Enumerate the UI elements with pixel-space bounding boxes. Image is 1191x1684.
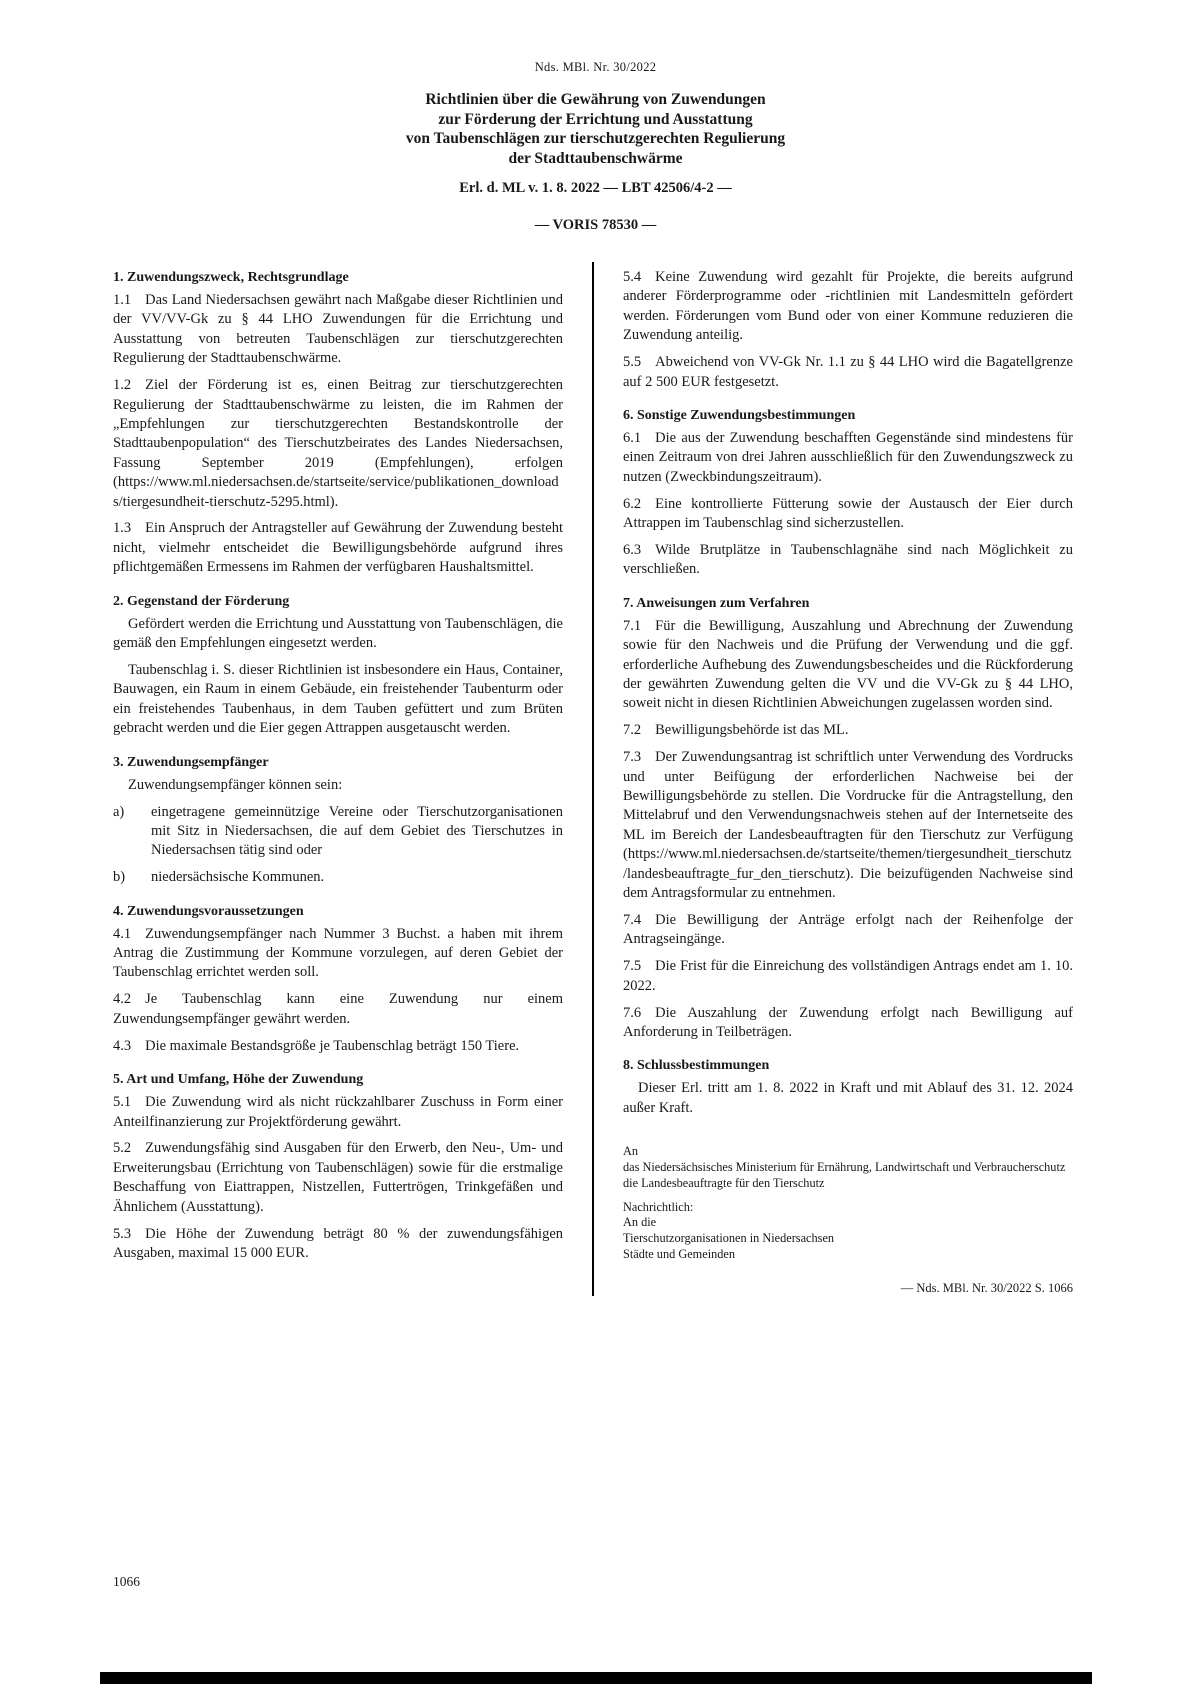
paragraph-text: Der Zuwendungsantrag ist schriftlich unter Verwendung des Vordrucks und unter Beifügung der erforderlichen Nachweise bei der Bewilligungsbehörde zu stellen. Die Vordrucke für die Antragstellung, den Mittelabruf und den Verwendungsnachweis stehen auf der Internetseite des ML im Bereich der Landesbeauftragten für den Tierschutz zur Verfügung (https://www.ml.niedersachsen.de/startseite/themen/tiergesundheit_tierschutz/landesbeauftragte_fur_den_tierschutz). Die beizufügenden Nachweise sind dem Antragsformular zu entnehmen. [623,749,1073,902]
address-line: das Niedersächsisches Ministerium für Ernährung, Landwirtschaft und Verbraucherschutz [623,1160,1066,1175]
list-item-marker: b) [113,869,126,886]
address-line: Städte und Gemeinden [623,1247,736,1261]
paragraph-number: 6.3 [623,541,642,558]
decree-line: Erl. d. ML v. 1. 8. 2022 — LBT 42506/4-2 — [459,180,732,196]
right-column [623,268,1073,1296]
numbered-paragraph [113,291,563,369]
title-line: von Taubenschlägen zur tierschutzgerechten Regulierung [405,130,786,147]
numbered-paragraph [623,1004,1073,1043]
paragraph-text: Die maximale Bestandsgröße je Taubenschlag beträgt 150 Tiere. [145,1037,520,1054]
list-item-text: niedersächsische Kommunen. [151,869,325,886]
masthead: Nds. MBl. Nr. 30/2022 [534,60,657,74]
page-number: 1066 [113,1574,140,1589]
numbered-paragraph [623,721,1073,740]
paragraph-text: Die Höhe der Zuwendung beträgt 80 % der zuwendungsfähigen Ausgaben, maximal 15 000 EUR. [113,1225,563,1261]
paragraph-number: 4.3 [113,1037,132,1054]
paragraph-number: 7.5 [623,958,642,975]
numbered-paragraph [113,1139,563,1217]
paragraph-number: 5.5 [623,354,642,371]
address-line: An die [623,1215,657,1230]
paragraph-number: 1.2 [113,377,132,394]
paragraph-number: 5.4 [623,269,642,285]
section-heading: 5. Art und Umfang, Höhe der Zuwendung [113,1072,364,1088]
numbered-paragraph [113,1225,563,1264]
paragraph-text: Die Frist für die Einreichung des vollständigen Antrags endet am 1. 10. 2022. [623,958,1073,994]
numbered-paragraph [113,376,563,512]
voris-line: — VORIS 78530 — [534,217,657,233]
paragraph-number: 1.1 [113,292,132,308]
paragraph-number: 4.1 [113,925,132,942]
list-item [113,803,563,861]
section-heading: 8. Schlussbestimmungen [623,1058,770,1074]
two-column-body [113,268,1073,1296]
section-heading: 4. Zuwendungsvoraussetzungen [113,903,304,919]
paragraph-text: Wilde Brutplätze in Taubenschlagnähe sind nach Möglichkeit zu verschließen. [623,541,1073,578]
numbered-paragraph [113,519,563,577]
paragraph-text: Keine Zuwendung wird gezahlt für Projekte, die bereits aufgrund anderer Förderprogramme oder -richtlinien mit Landesmitteln gefördert werden. Förderungen vom Bund oder von einer Kommune reduzieren die Zuwendung anteilig. [623,269,1073,344]
section-heading: 7. Anweisungen zum Verfahren [623,595,810,611]
address-block [623,1200,1073,1263]
paragraph-number: 7.3 [623,749,642,766]
paragraph-number: 7.4 [623,911,642,928]
paragraph-text: Zuwendungsfähig sind Ausgaben für den Erwerb, den Neu-, Um- und Erweiterungsbau (Errichtung von Taubenschlägen) sowie für die erstmalige Beschaffung von Eiattrappen, Nistzellen, Futtertrögen, Trinkgefäßen und Ähnlichem (Ausstattung). [113,1140,563,1215]
paragraph-number: 5.2 [113,1140,132,1157]
document-title [0,90,1191,168]
paragraph-number: 5.3 [113,1225,132,1242]
paragraph-text: Die Zuwendung wird als nicht rückzahlbarer Zuschuss in Form einer Anteilfinanzierung zur Projektförderung gewährt. [113,1094,563,1130]
title-line: zur Förderung der Errichtung und Ausstattung [438,110,753,128]
list-item [113,868,563,887]
scan-artifact-bar [100,1672,1092,1684]
paragraph-text: Die Bewilligung der Anträge erfolgt nach der Reihenfolge der Antragseingänge. [623,911,1073,948]
paragraph-text: Zuwendungsempfänger nach Nummer 3 Buchst. a haben mit ihrem Antrag die Zustimmung der Kommune vorzulegen, auf deren Gebiet der Taubenschlag errichtet werden soll. [113,925,563,981]
address-line: An [623,1144,639,1159]
numbered-paragraph [623,617,1073,714]
paragraph-number: 7.6 [623,1004,642,1021]
numbered-paragraph [623,495,1073,534]
paragraph-number: 7.2 [623,722,642,739]
paragraph: Taubenschlag i. S. dieser Richtlinien ist insbesondere ein Haus, Container, Bauwagen, ein Raum in einem Gebäude, ein freistehender Taubenturm oder ein freistehendes Taubenhaus, in dem Tauben gefüttert und zum Brüten gebracht werden und die Eier gegen Attrappen ausgetauscht werden. [113,662,563,737]
numbered-paragraph [623,748,1073,903]
gazette-reference: — Nds. MBl. Nr. 30/2022 S. 1066 [900,1280,1073,1295]
paragraph-text: Ein Anspruch der Antragsteller auf Gewährung der Zuwendung besteht nicht, vielmehr entscheidet die Bewilligungsbehörde aufgrund ihres pflichtgemäßen Ermessens im Rahmen der verfügbaren Haushaltsmittel. [113,520,563,576]
paragraph-text: Ziel der Förderung ist es, einen Beitrag zur tierschutzgerechten Regulierung der Stadttaubenschwärme zu leisten, die im Rahmen der „Empfehlungen zur tierschutzgerechten Bestandskontrolle der Stadttaubenpopulation“ des Tierschutzbeirates des Landes Niedersachsen, Fassung September 2019 (Empfehlungen), erfolgen (https://www.ml.niedersachsen.de/startseite/service/publikationen_downloads/tiergesundheit-tierschutz-5295.html). [113,377,563,510]
address-line: Tierschutzorganisationen in Niedersachsen [623,1231,835,1246]
paragraph-text: Je Taubenschlag kann eine Zuwendung nur einem Zuwendungsempfänger gewährt werden. [113,991,563,1027]
address-block [623,1144,1073,1191]
paragraph-text: Die Auszahlung der Zuwendung erfolgt nach Bewilligung auf Anforderung in Teilbeträgen. [623,1004,1073,1040]
numbered-paragraph [623,911,1073,950]
address-line: die Landesbeauftragte für den Tierschutz [623,1175,825,1190]
paragraph-text: Eine kontrollierte Fütterung sowie der Austausch der Eier durch Attrappen im Taubenschlag sind sicherzustellen. [623,495,1073,532]
paragraph-text: Bewilligungsbehörde ist das ML. [655,722,849,739]
address-line: Nachrichtlich: [623,1199,694,1214]
numbered-paragraph [113,925,563,983]
title-line: Richtlinien über die Gewährung von Zuwendungen [425,91,766,108]
paragraph-text: Für die Bewilligung, Auszahlung und Abrechnung der Zuwendung sowie für den Nachweis und die Prüfung der Verwendung und die ggf. erforderliche Aufhebung des Zuwendungsbescheides und die Rückforderung der gewährten Zuwendung gelten die VV und die VV-Gk zu § 44 LHO, soweit nicht in diesen Richtlinien Abweichungen zugelassen worden sind. [623,617,1073,712]
paragraph-number: 7.1 [623,617,642,634]
numbered-paragraph [623,429,1073,487]
numbered-paragraph [113,1093,563,1132]
paragraph-number: 1.3 [113,520,132,537]
paragraph-number: 6.1 [623,429,642,446]
paragraph: Gefördert werden die Errichtung und Ausstattung von Taubenschlägen, die gemäß den Empfehlungen eingesetzt werden. [113,615,563,652]
title-line: der Stadttaubenschwärme [508,149,683,167]
section-heading: 2. Gegenstand der Förderung [113,593,290,609]
paragraph-number: 6.2 [623,495,642,512]
numbered-paragraph [113,990,563,1029]
numbered-paragraph [623,957,1073,996]
paragraph: Dieser Erl. tritt am 1. 8. 2022 in Kraft und mit Ablauf des 31. 12. 2024 außer Kraft. [623,1080,1073,1116]
paragraph-number: 4.2 [113,991,132,1008]
section-heading: 1. Zuwendungszweck, Rechtsgrundlage [113,270,349,285]
paragraph-text: Die aus der Zuwendung beschafften Gegenstände sind mindestens für einen Zeitraum von drei Jahren ausschließlich für den Zuwendungszweck zu nutzen (Zweckbindungszeitraum). [623,429,1073,485]
numbered-paragraph [623,268,1073,346]
paragraph-number: 5.1 [113,1094,132,1111]
paragraph: Zuwendungsempfänger können sein: [128,776,343,793]
paragraph-text: Das Land Niedersachsen gewährt nach Maßgabe dieser Richtlinien und der VV/VV-Gk zu § 44 LHO Zuwendungen für die Errichtung und Ausstattung von betreuten Taubenschlägen zur tierschutzgerechten Regulierung der Stadttaubenschwärme. [113,292,563,367]
numbered-paragraph [623,353,1073,392]
section-heading: 3. Zuwendungsempfänger [113,754,269,770]
section-heading: 6. Sonstige Zuwendungsbestimmungen [623,407,856,423]
left-column [113,268,563,1296]
paragraph-text: Abweichend von VV-Gk Nr. 1.1 zu § 44 LHO wird die Bagatellgrenze auf 2 500 EUR festgesetzt. [623,354,1073,390]
numbered-paragraph [623,541,1073,580]
list-item-text: eingetragene gemeinnützige Vereine oder Tierschutzorganisationen mit Sitz in Niedersachsen, die auf dem Gebiet des Tierschutzes in Niedersachsen tätig sind oder [151,803,563,859]
list-item-marker: a) [113,803,125,820]
numbered-paragraph [113,1037,563,1056]
